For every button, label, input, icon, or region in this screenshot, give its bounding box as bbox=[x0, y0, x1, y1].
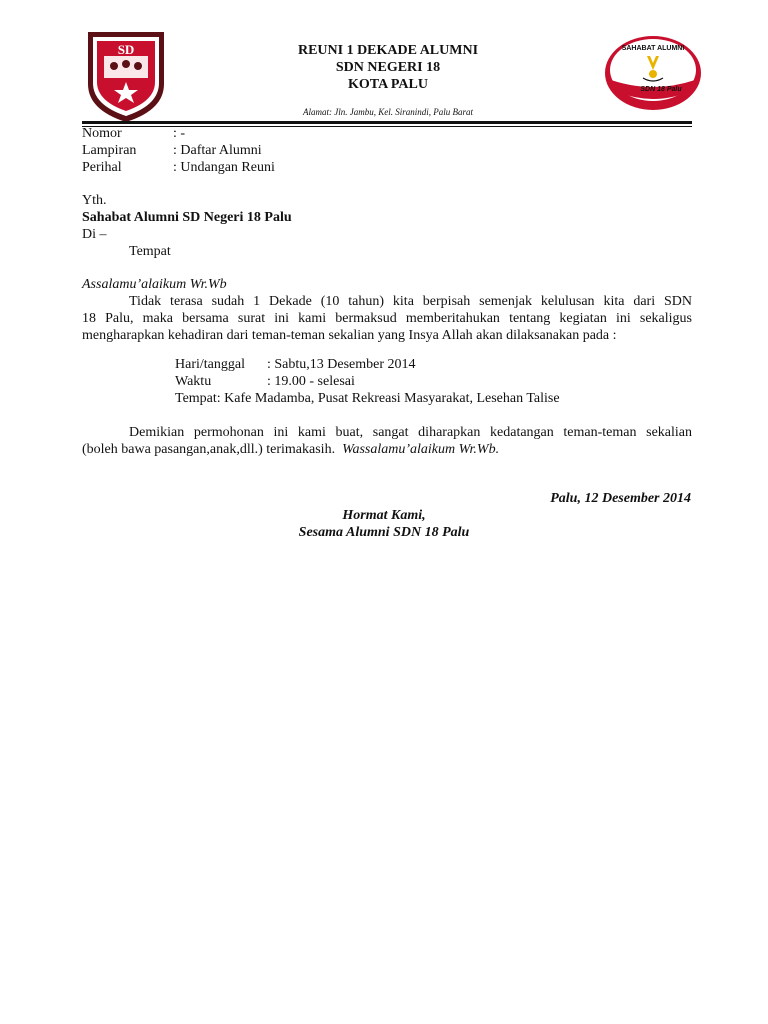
meta-label-nomor: Nomor bbox=[82, 126, 122, 141]
meta-value-nomor: : - bbox=[173, 126, 186, 141]
recipient-place: Tempat bbox=[129, 244, 171, 259]
meta-value-perihal: : Undangan Reuni bbox=[173, 160, 275, 175]
meta-value-lampiran: : Daftar Alumni bbox=[173, 143, 262, 158]
closing-line-1: Demikian permohonan ini kami buat, sangat diharapkan kedatangan teman-teman sekalian bbox=[129, 425, 692, 440]
body-line-1: Tidak terasa sudah 1 Dekade (10 tahun) kita berpisah semenjak kelulusan kita dari SDN bbox=[129, 294, 692, 309]
school-shield-logo bbox=[84, 26, 168, 124]
meta-label-perihal: Perihal bbox=[82, 160, 122, 175]
letterhead-school: SDN NEGERI 18 bbox=[335, 60, 441, 75]
logo-right-bottom-text: SDN 18 Palu bbox=[640, 86, 682, 93]
closing-text: (boleh bawa pasangan,anak,dll.) terimakasih. bbox=[82, 442, 336, 457]
body-line-3: mengharapkan kehadiran dari teman-teman sekalian yang Insya Allah akan dilaksanakan pada : bbox=[82, 328, 617, 343]
recipient-yth: Yth. bbox=[82, 193, 107, 208]
event-value-date: : Sabtu,13 Desember 2014 bbox=[267, 357, 416, 372]
logo-left-text: SD bbox=[117, 42, 135, 57]
event-place: Tempat: Kafe Madamba, Pusat Rekreasi Masyarakat, Lesehan Talise bbox=[175, 391, 560, 406]
meta-label-lampiran: Lampiran bbox=[82, 143, 137, 158]
letterhead-rule-thick bbox=[82, 121, 692, 124]
closing-line-2 bbox=[82, 442, 499, 458]
closing-wassalam: Wassalamu’alaikum Wr.Wb. bbox=[342, 442, 500, 457]
recipient-di: Di – bbox=[82, 227, 107, 242]
signature-from: Sesama Alumni SDN 18 Palu bbox=[298, 525, 470, 540]
event-label-time: Waktu bbox=[175, 374, 212, 389]
letterhead-title: REUNI 1 DEKADE ALUMNI bbox=[297, 43, 479, 58]
alumni-badge-logo bbox=[603, 34, 703, 112]
event-label-date: Hari/tanggal bbox=[175, 357, 245, 372]
letterhead-city: KOTA PALU bbox=[348, 77, 428, 92]
signature-place-date: Palu, 12 Desember 2014 bbox=[550, 491, 691, 506]
event-value-time: : 19.00 - selesai bbox=[267, 374, 355, 389]
letterhead-address: Alamat: Jln. Jambu, Kel. Siranindi, Palu Barat bbox=[303, 107, 473, 117]
greeting: Assalamu’alaikum Wr.Wb bbox=[82, 277, 227, 292]
logo-right-top-text: SAHABAT ALUMNI bbox=[621, 45, 685, 52]
body-line-2: 18 Palu, maka bersama surat ini kami bermaksud memberitahukan tentang kegiatan ini sekaligus bbox=[82, 311, 692, 326]
signature-hormat: Hormat Kami, bbox=[342, 508, 426, 523]
recipient-name: Sahabat Alumni SD Negeri 18 Palu bbox=[82, 210, 292, 225]
